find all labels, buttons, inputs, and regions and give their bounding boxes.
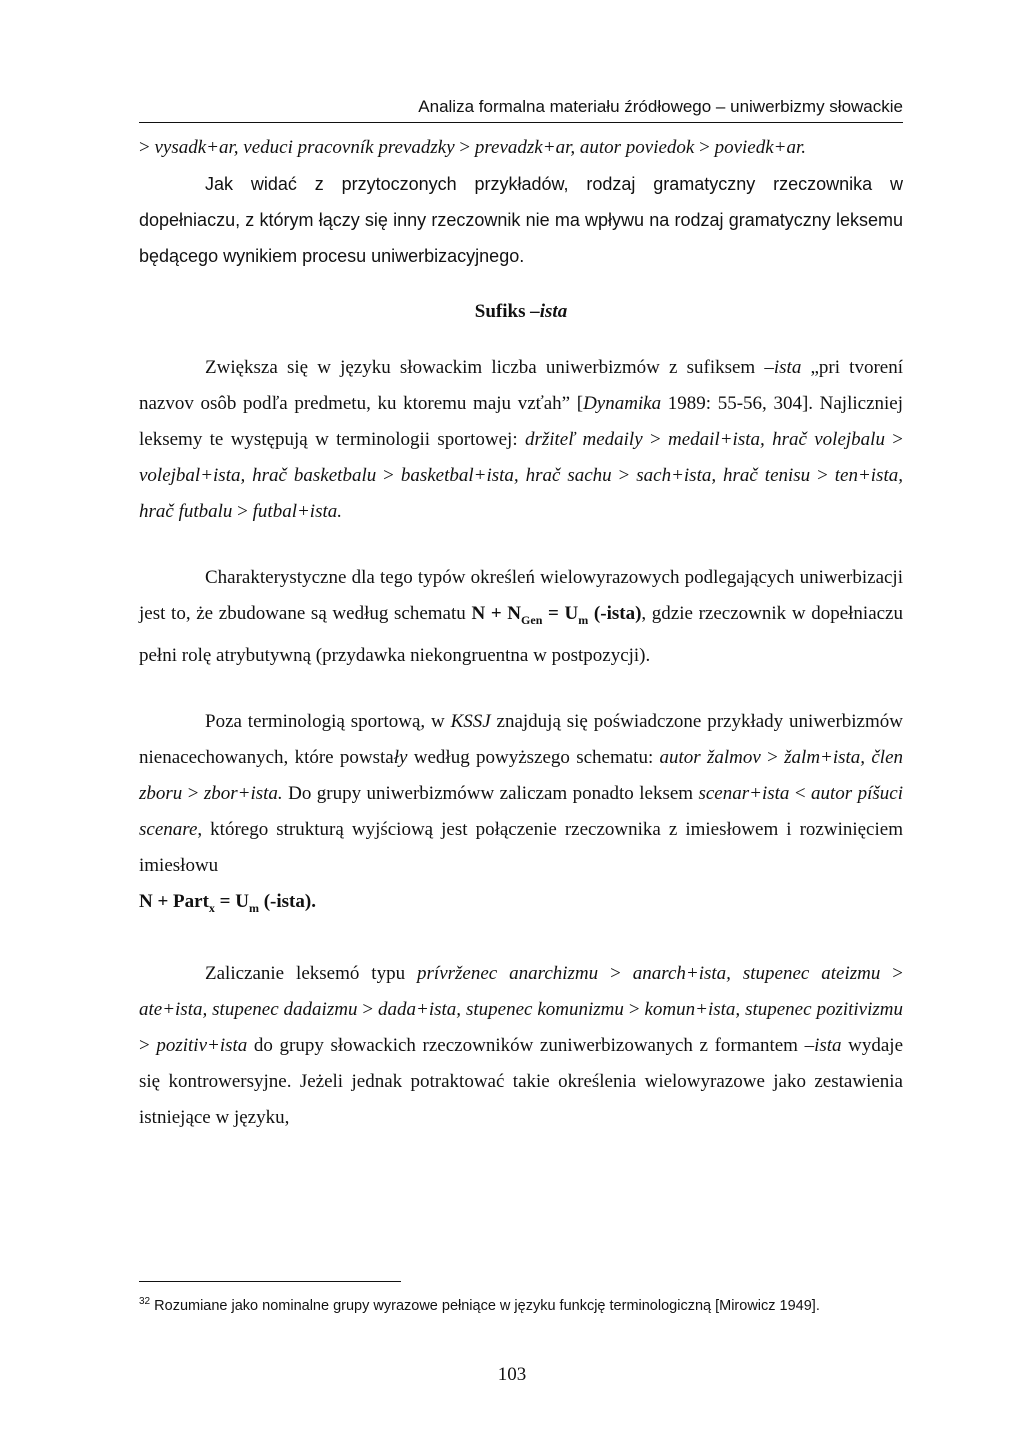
running-header: Analiza formalna materiału źródłowego – uniwerbizmy słowackie	[139, 97, 903, 123]
paragraph-5: Poza terminologią sportową, w KSSJ znajdują się poświadczone przykłady uniwerbizmów nienacechowanych, które powstały według powyższego schematu: autor žalmov > žalm+ista, člen zboru > zbor+ista. Do grupy uniwerbizmóww zaliczam ponadto leksem scenar+ista < autor píšuci scenare, którego strukturą wyjściową jest połączenie rzeczownika z imiesłowem i rozwinięciem imiesłowu N + Part$_x$ = $U_m$ (-ista).	[139, 710, 903, 915]
paragraph-1: > vysadk+ar, veduci pracovník prevadzky > prevadzk+ar, autor poviedok > poviedk+ar.	[139, 137, 807, 158]
main-text	[139, 130, 903, 1136]
footnote-number: 32	[139, 1296, 151, 1307]
footnote-text: Rozumiane jako nominalne grupy wyrazowe pełniące w języku funkcję terminologiczną [Mirowicz 1949].	[150, 1298, 820, 1314]
page-number: 103	[497, 1364, 527, 1385]
paragraph-2: Jak widać z przytoczonych przykładów, rodzaj gramatyczny rzeczownika w dopełniaczu, z którym łączy się inny rzeczownik nie ma wpływu na rodzaj gramatyczny leksemu będącego wynikiem procesu uniwerbizacyjnego.	[139, 174, 903, 266]
paragraph-6: Zaliczanie leksemó typu prívrženec anarchizmu > anarch+ista, stupenec ateizmu > ate+ista, stupenec dadaizmu > dada+ista, stupenec komunizmu > komun+ista, stupenec pozitivizmu > pozitiv+ista do grupy słowackich rzeczowników zuniwerbizowanych z formantem –ista wydaje się kontrowersyjne. Jeżeli jednak potraktować takie określenia wielowyrazowe jako zestawienia istniejące w języku,	[139, 962, 904, 1128]
paragraph-3: Zwiększa się w języku słowackim liczba uniwerbizmów z sufiksem –ista „pri tvorení nazvov osôb podľa predmetu, ku ktoremu maju vzťah” [Dynamika 1989: 55-56, 304]. Najliczniej leksemy te występują w terminologii sportowej: držiteľ medaily > medail+ista, hrač volejbalu > volejbal+ista, hrač basketbalu > basketbal+ista, hrač sachu > sach+ista, hrač tenisu > ten+ista, hrač futbalu > futbal+ista.	[139, 357, 904, 522]
section-heading: Sufiks –ista	[474, 301, 568, 322]
footnote	[139, 1291, 903, 1317]
paragraph-4: Charakterystyczne dla tego typów określeń wielowyrazowych podlegających uniwerbizacji jest to, że zbudowane są według schematu $N + N_{Gen} = U_m$ (-ista), gdzie rzeczownik w dopełniaczu pełni rolę atrybutywną (przydawka niekongruentna w postpozycji).	[139, 567, 903, 666]
footnote-divider	[139, 1281, 401, 1282]
formula: N + Part$_x$ = $U_m$ (-ista).	[139, 890, 316, 915]
